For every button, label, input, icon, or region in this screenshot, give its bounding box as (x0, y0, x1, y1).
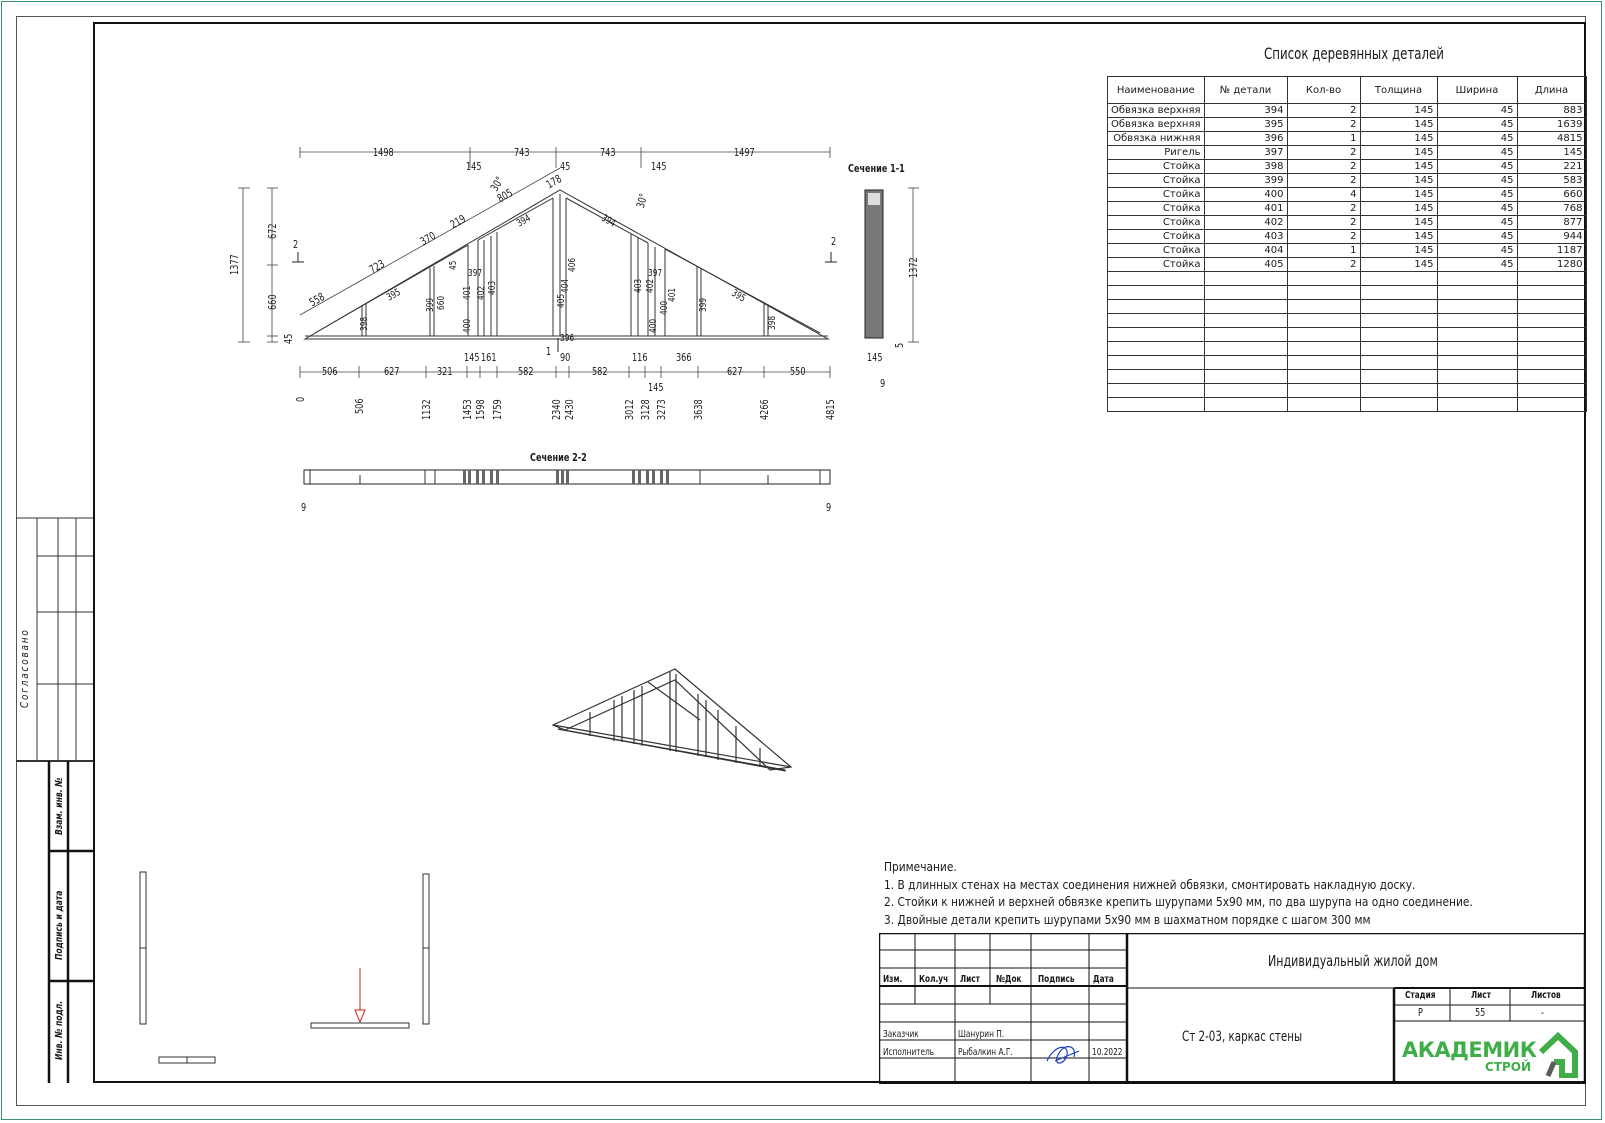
col-name: Наименование (1108, 77, 1205, 104)
part-398-right: 398 (767, 315, 778, 330)
cell-width: 45 (1437, 216, 1517, 230)
cell-length: 583 (1517, 174, 1586, 188)
dim-slope-0: 558 (307, 290, 327, 310)
stamp-sheet-value: 55 (1475, 1006, 1486, 1019)
cell-width: 45 (1437, 174, 1517, 188)
dim-slope-5: 178 (544, 172, 564, 192)
cell-qty: 2 (1287, 216, 1360, 230)
marker-9-right: 9 (826, 501, 832, 514)
cell-width: 45 (1437, 104, 1517, 118)
cell-part-no: 395 (1204, 118, 1287, 132)
cell-part-no: 401 (1204, 202, 1287, 216)
cell-length: 768 (1517, 202, 1586, 216)
section-marker-right: 2 (831, 235, 837, 248)
cell-width: 45 (1437, 244, 1517, 258)
cell-thickness: 145 (1360, 202, 1437, 216)
agreed-label: Согласовано (18, 628, 31, 708)
stamp-col-koluch: Кол.уч (919, 974, 949, 985)
cell-name: Стойка (1108, 160, 1205, 174)
cell-width: 45 (1437, 160, 1517, 174)
part-401-left: 401 (462, 285, 473, 300)
stamp-date-executor: 10.2022 (1092, 1047, 1123, 1058)
ordinate-label: 3273 (655, 399, 668, 420)
dim-top2-1: 45 (560, 160, 571, 173)
stamp-role-executor: Исполнитель (883, 1047, 935, 1058)
cell-length: 145 (1517, 146, 1586, 160)
col-thickness: Толщина (1360, 77, 1437, 104)
cell-thickness: 145 (1360, 244, 1437, 258)
ordinate-label: 4266 (758, 399, 771, 420)
part-395-left: 395 (385, 286, 403, 304)
stamp-col-list: Лист (960, 974, 980, 985)
stamp-sheets-value: - (1541, 1006, 1544, 1019)
ordinate-label: 4815 (824, 399, 837, 420)
cell-length: 1280 (1517, 258, 1586, 272)
dim-bottom-2: 321 (437, 365, 453, 378)
cell-part-no: 402 (1204, 216, 1287, 230)
cell-name: Стойка (1108, 230, 1205, 244)
ordinate-label: 2340 (550, 399, 563, 420)
cell-name: Стойка (1108, 174, 1205, 188)
dim-bottom-0: 506 (322, 365, 338, 378)
stamp-col-ndok: №Док (996, 974, 1022, 985)
dim-slope-3: 219 (448, 212, 468, 232)
dim-slope-2: 370 (418, 229, 438, 249)
inv-replace-label: Взам. инв. № (54, 777, 65, 835)
col-part-no: № детали (1204, 77, 1287, 104)
dim-bottom-145: 145 (648, 381, 664, 394)
part-400b-right: 400 (659, 300, 670, 315)
cell-part-no: 405 (1204, 258, 1287, 272)
cell-thickness: 145 (1360, 104, 1437, 118)
col-width: Ширина (1437, 77, 1517, 104)
cell-part-no: 396 (1204, 132, 1287, 146)
dim-top2-2: 145 (651, 160, 667, 173)
ordinate-label: 506 (353, 398, 366, 414)
dim-bottom-5: 582 (518, 365, 534, 378)
section-1-1-label: Сечение 1-1 (848, 162, 905, 175)
cell-qty: 1 (1287, 244, 1360, 258)
part-660-left: 660 (436, 295, 447, 310)
stamp-role-customer: Заказчик (883, 1029, 919, 1040)
cell-thickness: 145 (1360, 258, 1437, 272)
ordinate-label: 3128 (639, 399, 652, 420)
cell-length: 1187 (1517, 244, 1586, 258)
cell-width: 45 (1437, 202, 1517, 216)
dim-top-3: 1497 (734, 146, 755, 159)
sign-date-label: Подпись и дата (54, 890, 65, 960)
cell-thickness: 145 (1360, 132, 1437, 146)
col-qty: Кол-во (1287, 77, 1360, 104)
cell-length: 883 (1517, 104, 1586, 118)
stamp-name-executor: Рыбалкин А.Г. (958, 1047, 1013, 1058)
inv-orig-label: Инв. № подл. (54, 1000, 65, 1060)
dim-right-small: 5 (893, 342, 906, 348)
dim-bottom-4: 161 (481, 351, 497, 364)
part-400-right: 400 (648, 318, 659, 333)
cell-qty: 1 (1287, 132, 1360, 146)
col-length: Длина (1517, 77, 1586, 104)
cell-name: Ригель (1108, 146, 1205, 160)
cell-width: 45 (1437, 118, 1517, 132)
dim-bottom-6: 582 (592, 365, 608, 378)
logo-house-icon (1538, 1032, 1578, 1078)
dim-bottom-90: 90 (560, 351, 571, 364)
cell-thickness: 145 (1360, 188, 1437, 202)
stamp-stage-value: Р (1418, 1006, 1423, 1019)
part-394-right: 394 (599, 213, 618, 230)
stamp-sheet-header: Лист (1471, 990, 1491, 1001)
stamp-stage-header: Стадия (1405, 990, 1436, 1001)
ordinate-label: 1453 (461, 399, 474, 420)
cell-length: 1639 (1517, 118, 1586, 132)
part-403-left: 403 (487, 280, 498, 295)
dim-top2-0: 145 (466, 160, 482, 173)
ordinate-label: 1132 (420, 399, 433, 420)
section-marker-1: 1 (546, 345, 552, 358)
note-3: 3. Двойные детали крепить шурупами 5х90 мм в шахматном порядке с шагом 300 мм (884, 911, 1371, 927)
stamp-col-date: Дата (1093, 974, 1114, 985)
arrow-marker (355, 968, 365, 1022)
cell-qty: 4 (1287, 188, 1360, 202)
dim-left-2: 45 (282, 333, 295, 344)
cell-width: 45 (1437, 146, 1517, 160)
part-397-left: 397 (468, 268, 483, 279)
dim-right-total: 1372 (907, 257, 920, 278)
ordinate-label: 0 (294, 396, 307, 402)
stamp-col-izm: Изм. (883, 974, 903, 985)
dim-section-145: 145 (867, 351, 883, 364)
note-2: 2. Стойки к нижней и верхней обвязке крепить шурупами 5х90 мм, по два шурупа на одно соединение. (884, 894, 1473, 909)
part-45: 45 (448, 260, 459, 270)
cell-name: Стойка (1108, 216, 1205, 230)
dim-top-1: 743 (514, 146, 530, 159)
signature-scribble (1047, 1047, 1079, 1063)
cell-part-no: 399 (1204, 174, 1287, 188)
cell-length: 877 (1517, 216, 1586, 230)
part-402-left: 402 (476, 285, 487, 300)
part-400-left: 400 (462, 318, 473, 333)
stamp-project: Индивидуальный жилой дом (1268, 952, 1438, 970)
notes-block (884, 858, 1577, 928)
cell-name: Стойка (1108, 202, 1205, 216)
cell-qty: 2 (1287, 104, 1360, 118)
part-394-left: 394 (515, 212, 533, 230)
truss-3d-view (553, 669, 791, 771)
cell-thickness: 145 (1360, 216, 1437, 230)
section-2-2-label: Сечение 2-2 (530, 451, 587, 464)
cell-name: Обвязка верхняя (1108, 104, 1205, 118)
plan-views (140, 872, 429, 1063)
cell-qty: 2 (1287, 160, 1360, 174)
ordinate-label: 3638 (692, 399, 705, 420)
part-396: 396 (560, 333, 575, 344)
cell-part-no: 397 (1204, 146, 1287, 160)
ordinate-label: 3012 (623, 399, 636, 420)
part-404: 404 (560, 278, 571, 293)
cell-width: 45 (1437, 188, 1517, 202)
stamp-sheets-header: Листов (1531, 990, 1561, 1001)
cell-name: Стойка (1108, 258, 1205, 272)
marker-9-left: 9 (301, 501, 307, 514)
section-1-1-profile (865, 190, 883, 338)
cell-qty: 2 (1287, 230, 1360, 244)
cell-name: Стойка (1108, 188, 1205, 202)
angle-left: 30° (488, 174, 507, 194)
part-397-right: 397 (648, 268, 663, 279)
cell-length: 660 (1517, 188, 1586, 202)
cell-thickness: 145 (1360, 174, 1437, 188)
cell-width: 45 (1437, 230, 1517, 244)
logo-sub: СТРОЙ (1485, 1060, 1532, 1074)
angle-right: 30° (634, 192, 651, 210)
part-395-right: 395 (729, 288, 748, 305)
cell-length: 944 (1517, 230, 1586, 244)
dim-bottom-8: 366 (676, 351, 692, 364)
cell-name: Обвязка нижняя (1108, 132, 1205, 146)
dim-bottom-1: 627 (384, 365, 400, 378)
dim-bottom-3: 145 (464, 351, 480, 364)
part-406: 406 (567, 257, 578, 272)
dim-slope-1: 723 (367, 257, 387, 277)
cell-width: 45 (1437, 258, 1517, 272)
cell-qty: 2 (1287, 174, 1360, 188)
cell-thickness: 145 (1360, 146, 1437, 160)
part-402-right: 402 (645, 278, 656, 293)
cell-part-no: 398 (1204, 160, 1287, 174)
cell-width: 45 (1437, 132, 1517, 146)
cell-length: 221 (1517, 160, 1586, 174)
stamp-name-customer: Шанурин П. (958, 1029, 1005, 1040)
part-401-right: 401 (667, 287, 678, 302)
dim-bottom-7: 116 (632, 351, 648, 364)
cell-thickness: 145 (1360, 230, 1437, 244)
cell-qty: 2 (1287, 118, 1360, 132)
stamp-col-sign: Подпись (1038, 974, 1075, 985)
part-399-left: 399 (425, 297, 436, 312)
parts-list-title: Список деревянных деталей (1264, 44, 1444, 63)
ordinate-label: 2430 (563, 399, 576, 420)
cell-part-no: 403 (1204, 230, 1287, 244)
dim-left-0: 672 (266, 223, 279, 239)
cell-qty: 2 (1287, 202, 1360, 216)
logo-name: АКАДЕМИК (1402, 1038, 1537, 1062)
cell-length: 4815 (1517, 132, 1586, 146)
part-399-right: 399 (698, 297, 709, 312)
part-403-right: 403 (633, 278, 644, 293)
dim-bottom-10: 550 (790, 365, 806, 378)
dim-left-total: 1377 (228, 254, 241, 275)
cell-part-no: 394 (1204, 104, 1287, 118)
part-405: 405 (556, 293, 567, 308)
part-398-left: 398 (359, 316, 370, 331)
marker-9-section: 9 (880, 377, 886, 390)
dim-top-2: 743 (600, 146, 616, 159)
dimension-lines (238, 147, 919, 378)
cell-qty: 2 (1287, 258, 1360, 272)
dim-slope-4: 805 (495, 186, 515, 206)
cell-thickness: 145 (1360, 160, 1437, 174)
cell-thickness: 145 (1360, 118, 1437, 132)
cell-qty: 2 (1287, 146, 1360, 160)
note-1: 1. В длинных стенах на местах соединения нижней обвязки, смонтировать накладную доску. (884, 876, 1416, 892)
stamp-sheet-title: Ст 2-03, каркас стены (1182, 1029, 1303, 1045)
ordinate-label: 1759 (491, 399, 504, 420)
dim-top-0: 1498 (373, 146, 394, 159)
notes-title: Примечание. (884, 859, 957, 874)
cell-part-no: 404 (1204, 244, 1287, 258)
dim-left-1: 660 (266, 294, 279, 310)
cell-name: Обвязка верхняя (1108, 118, 1205, 132)
cell-name: Стойка (1108, 244, 1205, 258)
cell-part-no: 400 (1204, 188, 1287, 202)
section-marker-left: 2 (293, 238, 299, 251)
ordinate-label: 1598 (474, 399, 487, 420)
dim-bottom-9: 627 (727, 365, 743, 378)
